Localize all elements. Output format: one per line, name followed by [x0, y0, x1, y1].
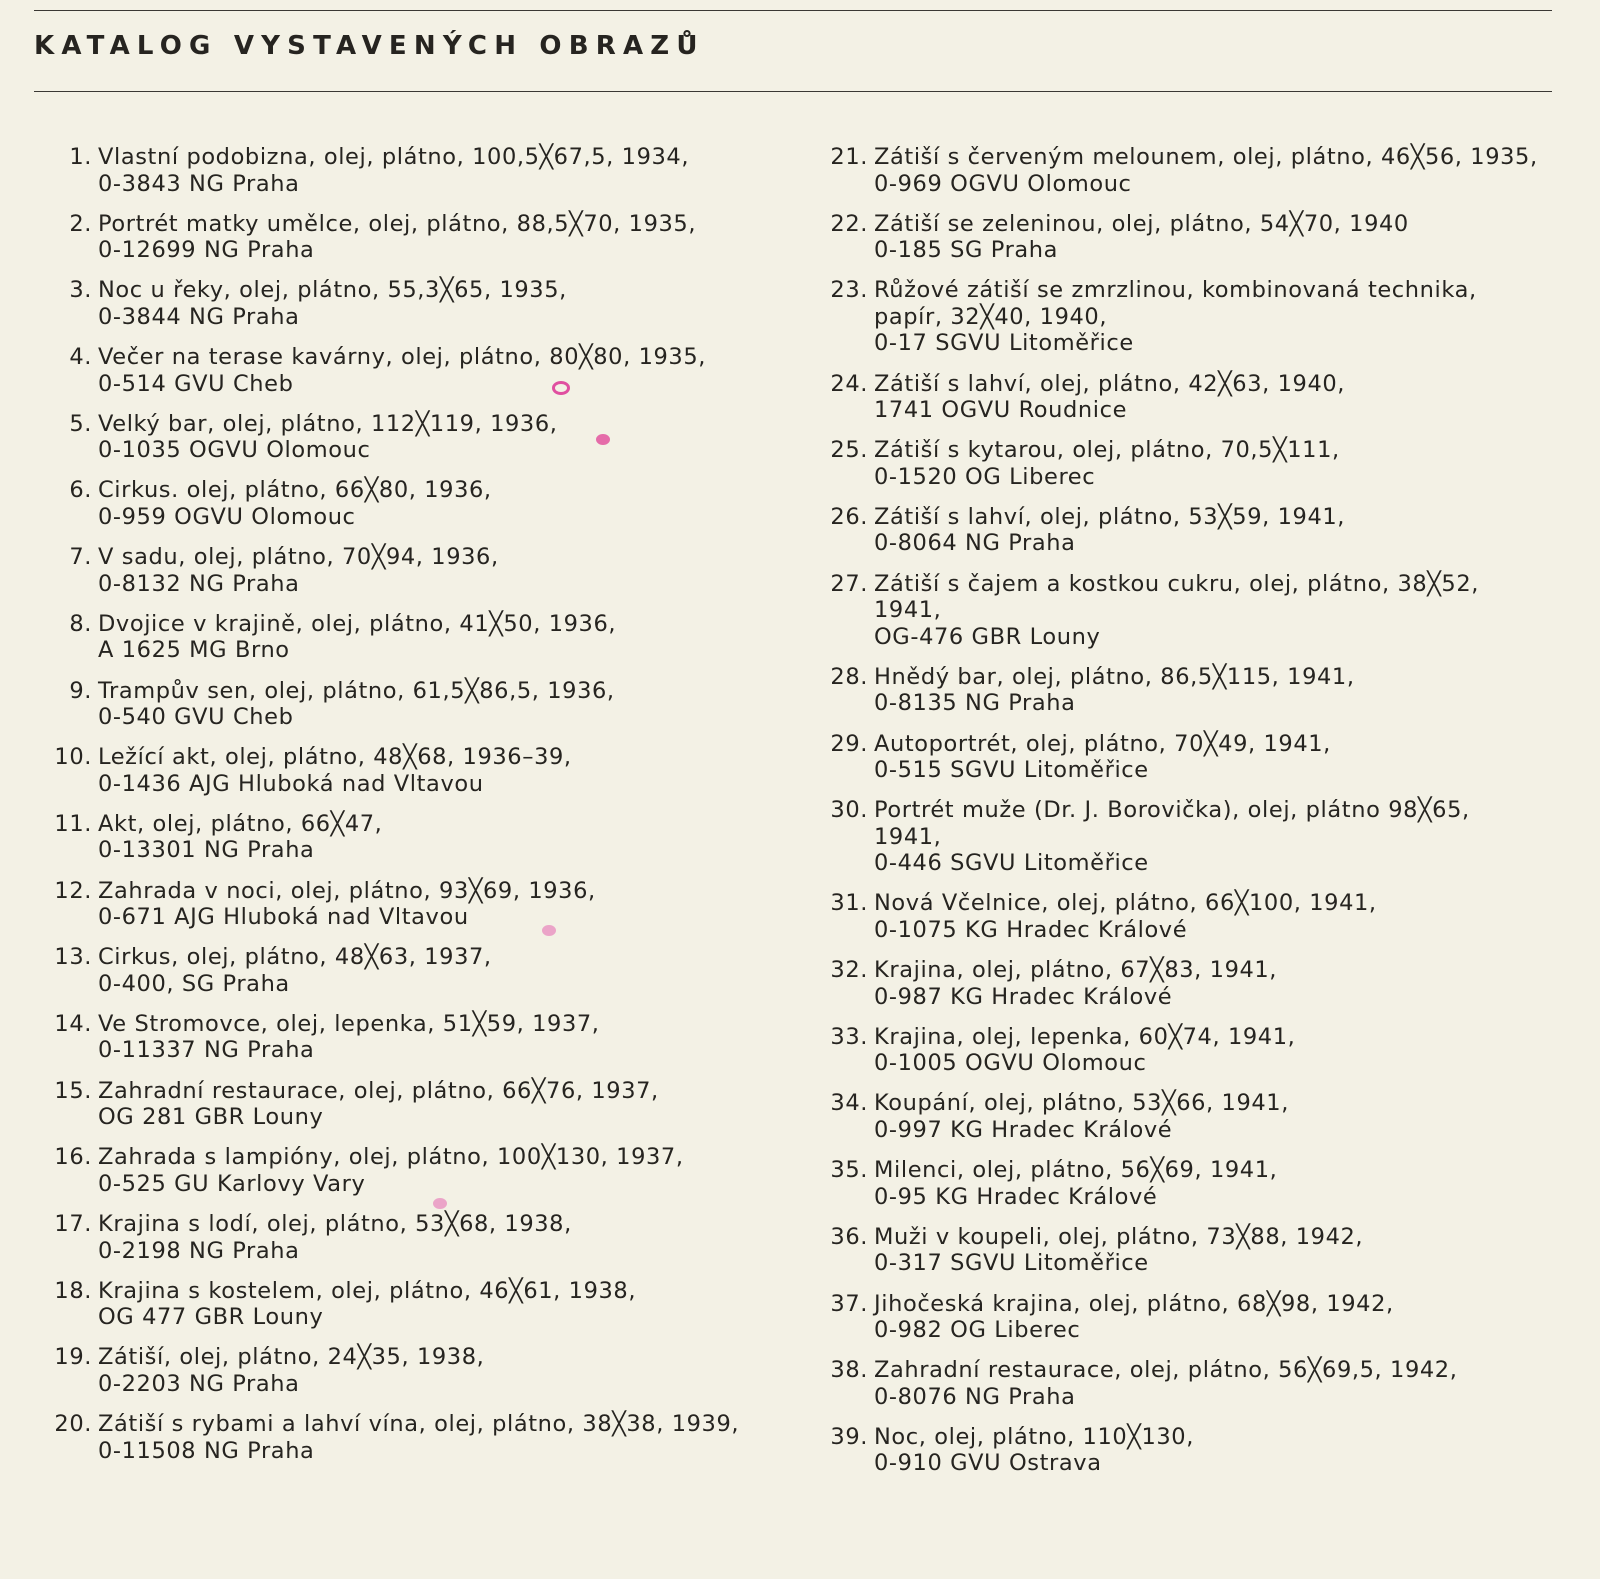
entry-number: 20. [54, 1411, 92, 1438]
entry-number: 29. [830, 730, 868, 757]
entry-description: Muži v koupeli, olej, plátno, 73╳88, 1942, [874, 1223, 1364, 1250]
entry-detail: 0-1035 OGVU Olomouc [98, 437, 371, 464]
pink-ink-mark [433, 1198, 447, 1209]
entry-number: 31. [830, 890, 868, 917]
entry-description: Portrét muže (Dr. J. Borovička), olej, plátno 98╳65, [874, 797, 1470, 824]
entry-number: 28. [830, 663, 868, 690]
entry-detail: 0-3844 NG Praha [98, 303, 300, 330]
catalog-entry [44, 411, 784, 464]
entry-number: 25. [830, 437, 868, 464]
catalog-entry [820, 211, 1560, 264]
entry-detail: 0-8135 NG Praha [874, 690, 1076, 717]
entry-description: Zahradní restaurace, olej, plátno, 66╳76, 1937, [98, 1077, 659, 1104]
entry-detail: 1741 OGVU Roudnice [874, 397, 1128, 424]
entry-number: 9. [69, 677, 92, 704]
entry-description: Zátiší s čajem a kostkou cukru, olej, plátno, 38╳52, [874, 570, 1480, 597]
entry-number: 12. [54, 877, 92, 904]
catalog-entry [820, 1291, 1560, 1344]
catalog-entry [820, 1224, 1560, 1277]
entry-description: Vlastní podobizna, olej, plátno, 100,5╳67,5, 1934, [98, 144, 690, 170]
entry-detail: 0-987 KG Hradec Králové [874, 983, 1173, 1010]
entry-description: Jihočeská krajina, olej, plátno, 68╳98, 1942, [874, 1290, 1394, 1317]
entry-number: 13. [54, 944, 92, 971]
entry-description: Růžové zátiší se zmrzlinou, kombinovaná technika, [874, 277, 1477, 304]
catalog-entry [44, 878, 784, 931]
entry-detail: 0-540 GVU Cheb [98, 704, 294, 730]
catalog-entry [44, 144, 784, 197]
entry-detail: 0-317 SGVU Litoměřice [874, 1250, 1149, 1277]
top-rule [34, 10, 1552, 11]
entry-description: Portrét matky umělce, olej, plátno, 88,5╳70, 1935, [98, 210, 697, 237]
entry-detail: 0-959 OGVU Olomouc [98, 503, 356, 530]
entry-number: 8. [69, 610, 92, 637]
entry-detail: 0-8076 NG Praha [874, 1383, 1076, 1410]
entry-detail: papír, 32╳40, 1940, [874, 303, 1108, 330]
entry-detail: 0-185 SG Praha [874, 237, 1059, 264]
entry-number: 7. [69, 544, 92, 571]
entry-detail: 0-2198 NG Praha [98, 1237, 300, 1264]
entry-number: 19. [54, 1344, 92, 1371]
pink-ink-mark [542, 925, 556, 936]
entry-detail: 0-1005 OGVU Olomouc [874, 1050, 1147, 1077]
catalog-entry [44, 211, 784, 264]
entry-detail: OG-476 GBR Louny [874, 623, 1101, 650]
entry-number: 33. [830, 1023, 868, 1050]
entry-description: Zahradní restaurace, olej, plátno, 56╳69,5, 1942, [874, 1357, 1458, 1384]
entry-detail: 0-997 KG Hradec Králové [874, 1116, 1173, 1143]
entry-number: 11. [54, 810, 92, 837]
entry-number: 34. [830, 1090, 868, 1117]
entry-description: Zahrada v noci, olej, plátno, 93╳69, 1936, [98, 877, 596, 904]
entry-description: Cirkus, olej, plátno, 48╳63, 1937, [98, 944, 492, 971]
catalog-entry [820, 1090, 1560, 1143]
entry-detail: 0-95 KG Hradec Králové [874, 1183, 1158, 1210]
entry-detail: 0-17 SGVU Litoměřice [874, 330, 1134, 357]
entry-detail: 0-3843 NG Praha [98, 170, 300, 197]
entry-description: Nová Včelnice, olej, plátno, 66╳100, 1941, [874, 890, 1377, 917]
entry-detail: 0-2203 NG Praha [98, 1370, 300, 1397]
entry-number: 16. [54, 1144, 92, 1171]
entry-description: Krajina, olej, lepenka, 60╳74, 1941, [874, 1023, 1296, 1050]
entry-description: Trampův sen, olej, plátno, 61,5╳86,5, 1936, [98, 677, 615, 704]
catalog-entry [820, 277, 1560, 357]
entry-detail: 0-400, SG Praha [98, 970, 290, 997]
entry-description: Krajina s kostelem, olej, plátno, 46╳61, 1938, [98, 1277, 637, 1304]
entry-detail: 0-12699 NG Praha [98, 237, 315, 264]
catalog-entry [44, 811, 784, 864]
entry-number: 30. [830, 797, 868, 824]
entry-detail: 0-514 GVU Cheb [98, 370, 294, 397]
entry-detail: 0-11337 NG Praha [98, 1037, 315, 1064]
entry-description: V sadu, olej, plátno, 70╳94, 1936, [98, 544, 499, 571]
entry-number: 37. [830, 1290, 868, 1317]
entry-description: Autoportrét, olej, plátno, 70╳49, 1941, [874, 730, 1331, 757]
catalog-entry [44, 544, 784, 597]
page-title: KATALOG VYSTAVENÝCH OBRAZŮ [34, 31, 705, 61]
entry-number: 4. [69, 344, 92, 371]
entry-detail: 0-8132 NG Praha [98, 570, 300, 597]
entry-number: 18. [54, 1277, 92, 1304]
entry-description: Zátiší s lahví, olej, plátno, 53╳59, 1941, [874, 503, 1346, 530]
entry-description: Ve Stromovce, olej, lepenka, 51╳59, 1937, [98, 1010, 600, 1037]
entry-description: Krajina s lodí, olej, plátno, 53╳68, 1938, [98, 1211, 572, 1237]
entry-detail: 0-910 GVU Ostrava [874, 1450, 1102, 1477]
catalog-entry [44, 611, 784, 664]
entry-number: 6. [69, 477, 92, 504]
catalog-entry [820, 144, 1560, 197]
catalog-entry [820, 797, 1560, 877]
catalog-entry [820, 1424, 1560, 1477]
entry-detail: 0-515 SGVU Litoměřice [874, 757, 1149, 783]
catalog-entry [820, 731, 1560, 784]
entry-description: Zahrada s lampióny, olej, plátno, 100╳130, 1937, [98, 1144, 684, 1171]
entry-description: Noc, olej, plátno, 110╳130, [874, 1423, 1194, 1450]
entry-detail: 0-13301 NG Praha [98, 837, 315, 864]
entry-number: 32. [830, 957, 868, 984]
entry-number: 36. [830, 1223, 868, 1250]
catalog-entry [44, 477, 784, 530]
catalog-entry [44, 1278, 784, 1331]
entry-description: Zátiší s lahví, olej, plátno, 42╳63, 1940, [874, 370, 1346, 397]
catalog-entry [44, 944, 784, 997]
entry-number: 17. [54, 1211, 92, 1237]
entry-number: 27. [830, 570, 868, 597]
entry-detail: 0-1436 AJG Hluboká nad Vltavou [98, 770, 484, 797]
entry-description: Zátiší s rybami a lahví vína, olej, plátno, 38╳38, 1939, [98, 1411, 740, 1438]
catalog-entry [44, 744, 784, 797]
entry-detail: 1941, [874, 823, 942, 850]
entry-description: Večer na terase kavárny, olej, plátno, 80╳80, 1935, [98, 344, 706, 371]
entry-number: 22. [830, 210, 868, 237]
entry-description: Velký bar, olej, plátno, 112╳119, 1936, [98, 410, 558, 437]
catalog-entry [44, 344, 784, 397]
entry-description: Ležící akt, olej, plátno, 48╳68, 1936–39, [98, 744, 572, 771]
entry-description: Zátiší, olej, plátno, 24╳35, 1938, [98, 1344, 485, 1371]
entry-number: 5. [69, 410, 92, 437]
entry-number: 39. [830, 1423, 868, 1450]
catalog-entry [820, 437, 1560, 490]
entry-description: Zátiší se zeleninou, olej, plátno, 54╳70, 1940 [874, 210, 1409, 237]
catalog-entry [44, 1344, 784, 1397]
entry-detail: 0-1520 OG Liberec [874, 463, 1096, 490]
catalog-entry [820, 571, 1560, 651]
entry-detail: 0-969 OGVU Olomouc [874, 170, 1132, 197]
entry-description: Zátiší s kytarou, olej, plátno, 70,5╳111, [874, 437, 1340, 464]
catalog-entry [820, 1024, 1560, 1077]
entry-detail: 0-525 GU Karlovy Vary [98, 1170, 366, 1197]
entry-description: Akt, olej, plátno, 66╳47, [98, 810, 383, 837]
pink-ink-mark [596, 434, 610, 445]
entry-number: 3. [69, 277, 92, 304]
catalog-entry [44, 678, 784, 731]
entry-number: 35. [830, 1157, 868, 1184]
entry-detail: A 1625 MG Brno [98, 637, 290, 664]
entry-detail: 1941, [874, 597, 942, 624]
catalog-entry [44, 1144, 784, 1197]
entry-detail: OG 477 GBR Louny [98, 1304, 324, 1331]
entry-number: 2. [69, 210, 92, 237]
catalog-entry [820, 664, 1560, 717]
entry-detail: 0-8064 NG Praha [874, 530, 1076, 557]
catalog-entry [820, 890, 1560, 943]
catalog-entry [820, 1357, 1560, 1410]
entry-description: Koupání, olej, plátno, 53╳66, 1941, [874, 1090, 1289, 1117]
catalog-entry [820, 1157, 1560, 1210]
entry-number: 14. [54, 1010, 92, 1037]
entry-description: Dvojice v krajině, olej, plátno, 41╳50, 1936, [98, 610, 617, 637]
entry-description: Milenci, olej, plátno, 56╳69, 1941, [874, 1157, 1278, 1184]
catalog-entry [44, 277, 784, 330]
entry-detail: 0-11508 NG Praha [98, 1437, 315, 1464]
catalog-column-right [820, 144, 1560, 1491]
catalog-entry [820, 504, 1560, 557]
entry-number: 1. [69, 144, 92, 170]
entry-number: 24. [830, 370, 868, 397]
entry-number: 26. [830, 503, 868, 530]
entry-number: 23. [830, 277, 868, 304]
title-underline-rule [34, 91, 1552, 92]
entry-detail: 0-671 AJG Hluboká nad Vltavou [98, 904, 469, 931]
pink-ink-mark [552, 381, 570, 395]
entry-description: Noc u řeky, olej, plátno, 55,3╳65, 1935, [98, 277, 567, 304]
entry-detail: OG 281 GBR Louny [98, 1104, 324, 1131]
entry-detail: 0-982 OG Liberec [874, 1317, 1081, 1343]
entry-detail: 0-1075 KG Hradec Králové [874, 916, 1188, 943]
entry-description: Zátiší s červeným melounem, olej, plátno, 46╳56, 1935, [874, 144, 1538, 170]
entry-number: 38. [830, 1357, 868, 1384]
catalog-entry [820, 957, 1560, 1010]
entry-number: 10. [54, 744, 92, 771]
entry-description: Hnědý bar, olej, plátno, 86,5╳115, 1941, [874, 663, 1355, 690]
catalog-entry [44, 1011, 784, 1064]
entry-number: 15. [54, 1077, 92, 1104]
catalog-column-left [44, 144, 784, 1478]
entry-description: Krajina, olej, plátno, 67╳83, 1941, [874, 957, 1278, 984]
entry-description: Cirkus. olej, plátno, 66╳80, 1936, [98, 477, 492, 504]
catalog-entry [44, 1078, 784, 1131]
catalog-entry [44, 1411, 784, 1464]
catalog-entry [44, 1211, 784, 1264]
catalog-entry [820, 371, 1560, 424]
entry-number: 21. [830, 144, 868, 170]
entry-detail: 0-446 SGVU Litoměřice [874, 850, 1149, 877]
